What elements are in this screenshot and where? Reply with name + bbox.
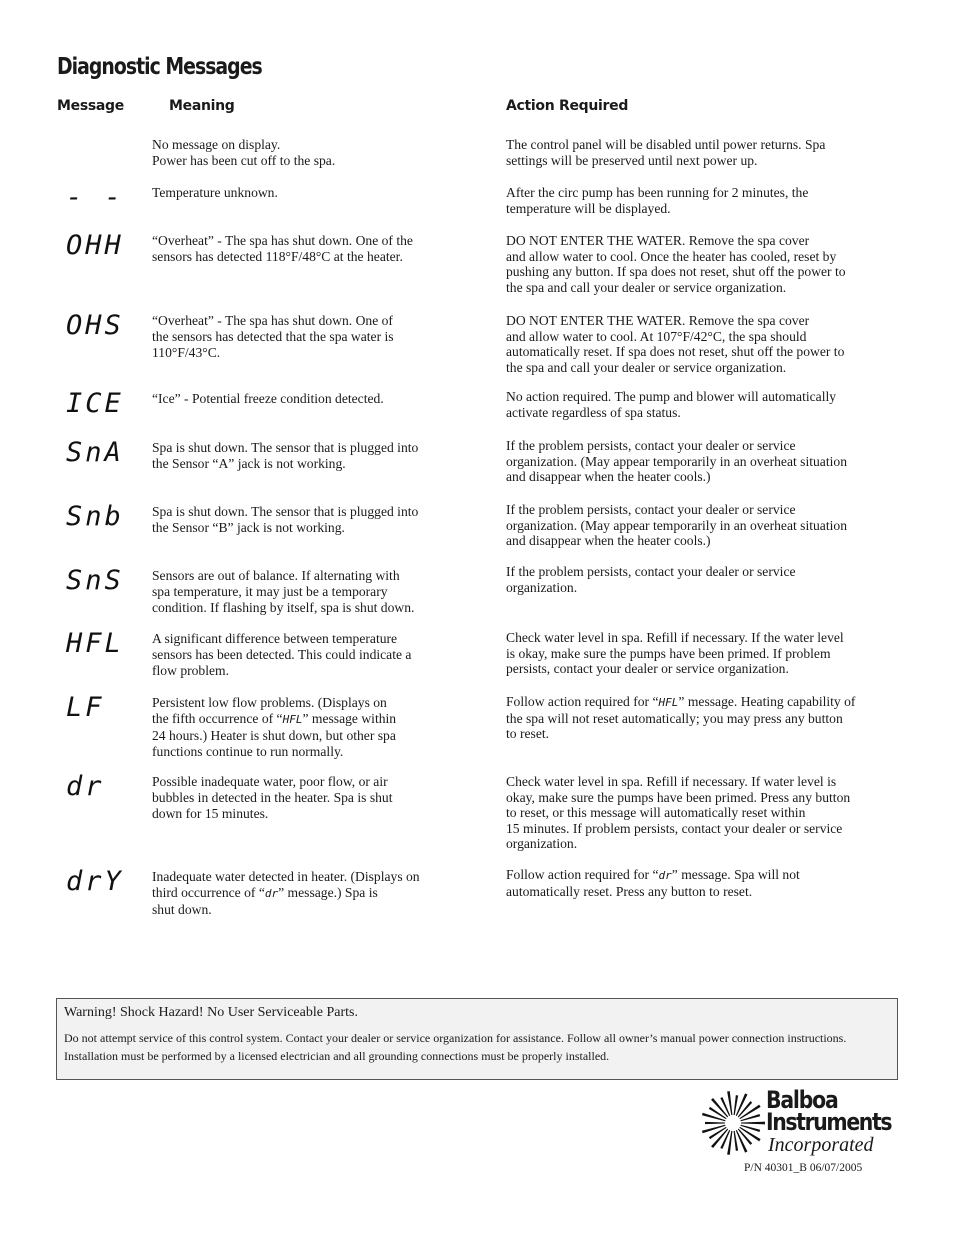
text-line: functions continue to run normally. (152, 744, 344, 759)
text-line: spa temperature, it may just be a temporary (152, 584, 388, 599)
text-line: to reset. (506, 726, 550, 742)
meaning-text (152, 391, 472, 407)
action-text (506, 774, 901, 852)
text-line: is okay, make sure the pumps have been primed. If problem (506, 645, 831, 661)
text-line: Check water level in spa. Refill if necessary. If water level is (506, 774, 837, 789)
part-number: P/N 40301_B 06/07/2005 (744, 1162, 863, 1174)
meaning-text (152, 631, 472, 679)
meaning-text (152, 774, 472, 822)
logo-line3: Incorporated (768, 1134, 874, 1156)
text-line: No message on display. (152, 137, 281, 152)
text-line: settings will be preserved until next power up. (506, 152, 758, 168)
meaning-text (152, 869, 472, 918)
meaning-text (152, 695, 472, 760)
text-line: Inadequate water detected in heater. (Displays on (152, 869, 420, 884)
action-text (506, 867, 901, 899)
message-code: OHS (66, 310, 124, 341)
meaning-text (152, 137, 472, 169)
text-line: Sensors are out of balance. If alternating with (152, 568, 400, 583)
action-text (506, 313, 901, 375)
action-text (506, 389, 901, 420)
text-line: Spa is shut down. The sensor that is plugged into (152, 440, 419, 455)
header-meaning: Meaning (169, 98, 235, 114)
message-code: - - (66, 182, 124, 213)
action-text (506, 438, 901, 485)
text-line: sensors has been detected. This could indicate a (152, 647, 412, 662)
text-line: shut down. (152, 902, 212, 917)
text-line: down for 15 minutes. (152, 806, 269, 821)
text-line: organization. (May appear temporarily in an overheat situation (506, 453, 847, 469)
text-line: activate regardless of spa status. (506, 404, 681, 420)
text-line: automatically reset. If spa does not reset, shut off the power to (506, 344, 845, 360)
text-line: Follow action required for “HFL” message. Heating capability of (506, 694, 856, 709)
text-line: 24 hours.) Heater is shut down, but other spa (152, 728, 396, 743)
text-line: third occurrence of “dr” message.) Spa is (152, 885, 378, 900)
action-text (506, 137, 901, 168)
text-line: automatically reset. Press any button to reset. (506, 883, 753, 899)
text-line: DO NOT ENTER THE WATER. Remove the spa cover (506, 313, 810, 328)
text-line: “Overheat” - The spa has shut down. One of (152, 313, 393, 328)
meaning-text (152, 568, 472, 616)
text-line: Spa is shut down. The sensor that is plugged into (152, 504, 419, 519)
text-line: If the problem persists, contact your dealer or service (506, 564, 796, 579)
text-line: the spa and call your dealer or service organization. (506, 359, 787, 375)
warning-body: Do not attempt service of this control system. Contact your dealer or service organization for assistance. Follow all owner’s manual power connection instructions. Installation must be performed by a licensed electrician and all grounding connections must be properly installed. (64, 1031, 847, 1063)
meaning-text (152, 185, 472, 201)
meaning-text (152, 233, 472, 265)
text-line: organization. (May appear temporarily in an overheat situation (506, 517, 847, 533)
warning-box (56, 998, 898, 1080)
text-line: “Overheat” - The spa has shut down. One of the (152, 233, 413, 248)
text-line: and allow water to cool. Once the heater has cooled, reset by (506, 248, 837, 264)
message-code: SnS (66, 565, 124, 596)
message-code: LF (66, 692, 105, 723)
text-line: 110°F/43°C. (152, 345, 221, 360)
meaning-text (152, 313, 472, 361)
page-title: Diagnostic Messages (57, 54, 262, 80)
text-line: the sensors has detected that the spa water is (152, 329, 394, 344)
action-text (506, 502, 901, 549)
text-line: temperature will be displayed. (506, 200, 671, 216)
text-line: persists, contact your dealer or service organization. (506, 661, 789, 677)
text-line: the spa and call your dealer or service organization. (506, 279, 787, 295)
text-line: If the problem persists, contact your dealer or service (506, 502, 796, 517)
text-line: After the circ pump has been running for 2 minutes, the (506, 185, 809, 200)
logo-line2: Instruments (766, 1108, 892, 1136)
text-line: pushing any button. If spa does not reset, shut off the power to (506, 264, 846, 280)
text-line: A significant difference between temperature (152, 631, 398, 646)
text-line: No action required. The pump and blower will automatically (506, 389, 837, 404)
text-line: the Sensor “A” jack is not working. (152, 456, 346, 471)
message-code: Snb (66, 501, 124, 532)
message-code: ICE (66, 388, 124, 419)
text-line: and allow water to cool. At 107°F/42°C, the spa should (506, 328, 807, 344)
text-line: organization. (506, 836, 578, 852)
text-line: Possible inadequate water, poor flow, or air (152, 774, 388, 789)
text-line: Follow action required for “dr” message. Spa will not (506, 867, 800, 882)
logo-line1: Balboa (766, 1086, 838, 1114)
meaning-text (152, 440, 472, 472)
text-line: sensors has detected 118°F/48°C at the heater. (152, 249, 403, 264)
action-text (506, 233, 901, 295)
warning-title: Warning! Shock Hazard! No User Serviceable Parts. (64, 1005, 358, 1020)
text-line: The control panel will be disabled until power returns. Spa (506, 137, 826, 152)
sunburst-icon (700, 1090, 766, 1156)
text-line: organization. (506, 579, 578, 595)
action-text (506, 564, 901, 595)
action-text (506, 185, 901, 216)
text-line: Check water level in spa. Refill if necessary. If the water level (506, 630, 844, 645)
text-line: condition. If flashing by itself, spa is shut down. (152, 600, 415, 615)
text-line: Power has been cut off to the spa. (152, 153, 336, 168)
meaning-text (152, 504, 472, 536)
balboa-logo (700, 1088, 900, 1160)
text-line: Temperature unknown. (152, 185, 278, 200)
action-text (506, 630, 901, 677)
text-line: the fifth occurrence of “HFL” message within (152, 711, 397, 726)
text-line: and disappear when the heater cools.) (506, 533, 711, 549)
text-line: DO NOT ENTER THE WATER. Remove the spa cover (506, 233, 810, 248)
text-line: to reset, or this message will automatically reset within (506, 805, 806, 821)
text-line: okay, make sure the pumps have been primed. Press any button (506, 789, 851, 805)
header-message: Message (57, 98, 124, 114)
text-line: the Sensor “B” jack is not working. (152, 520, 345, 535)
text-line: flow problem. (152, 663, 230, 678)
action-text (506, 694, 901, 742)
text-line: 15 minutes. If problem persists, contact your dealer or service (506, 820, 843, 836)
text-line: and disappear when the heater cools.) (506, 469, 711, 485)
header-action: Action Required (506, 98, 629, 114)
message-code: SnA (66, 437, 124, 468)
text-line: If the problem persists, contact your dealer or service (506, 438, 796, 453)
message-code: OHH (66, 230, 124, 261)
text-line: “Ice” - Potential freeze condition detected. (152, 391, 384, 406)
text-line: bubbles in detected in the heater. Spa is shut (152, 790, 393, 805)
message-code: drY (66, 866, 124, 897)
text-line: the spa will not reset automatically; you may press any button (506, 710, 843, 726)
message-code: dr (66, 771, 105, 802)
text-line: Persistent low flow problems. (Displays on (152, 695, 387, 710)
message-code: HFL (66, 628, 124, 659)
